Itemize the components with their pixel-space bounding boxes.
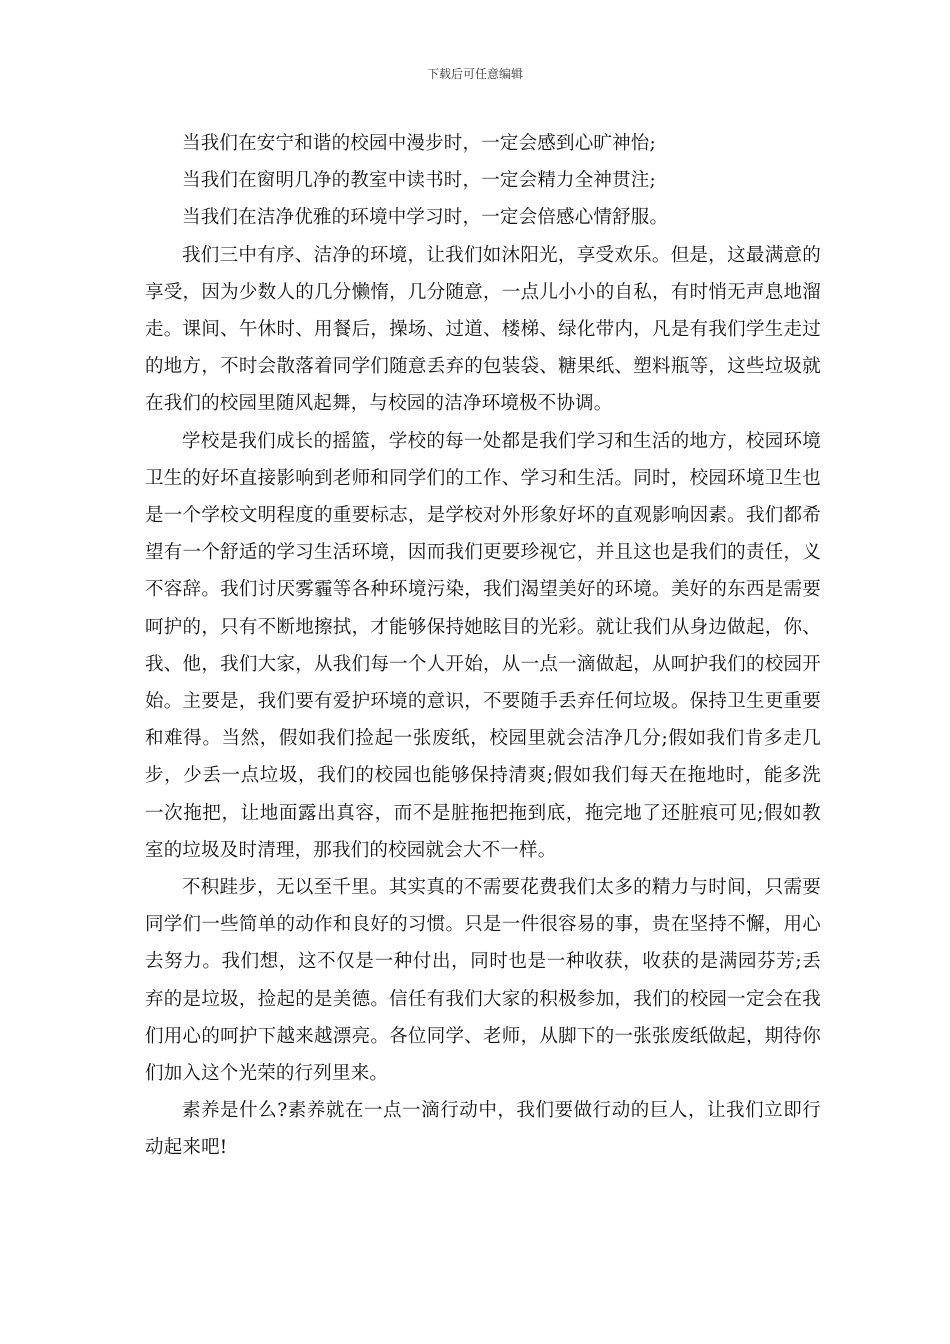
- page-header: 下载后可任意编辑: [426, 67, 523, 81]
- document-body: [145, 125, 821, 1167]
- paragraph-1: 当我们在安宁和谐的校园中漫步时，一定会感到心旷神怡;: [182, 133, 656, 154]
- paragraph-2: 当我们在窗明几净的教室中读书时，一定会精力全神贯注;: [182, 170, 656, 192]
- paragraph-4: 我们三中有序、洁净的环境，让我们如沐阳光，享受欢乐。但是，这最满意的享受，因为少数人的几分懒惰，几分随意，一点儿小小的自私，有时悄无声息地溜走。课间、午休时、用餐后，操场、过道、楼梯、绿化带内，凡是有我们学生走过的地方，不时会散落着同学们随意丢弃的包装袋、糖果纸、塑料瓶等，这些垃圾就在我们的校园里随风起舞，与校园的洁净环境极不协调。: [145, 244, 821, 415]
- paragraph-7: 素养是什么?素养就在一点一滴行动中，我们要做行动的巨人，让我们立即行动起来吧!: [145, 1100, 821, 1159]
- paragraph-3: 当我们在洁净优雅的环境中学习时，一定会倍感心情舒服。: [182, 207, 669, 229]
- paragraph-6: 不积跬步，无以至千里。其实真的不需要花费我们太多的精力与时间，只需要同学们一些简单的动作和良好的习惯。只是一件很容易的事，贵在坚持不懈，用心去努力。我们想，这不仅是一种付出，同时也是一种收获，收获的是满园芬芳;丢弃的是垃圾，捡起的是美德。信任有我们大家的积极参加，我们的校园一定会在我们用心的呵护下越来越漂亮。各位同学、老师，从脚下的一张张废纸做起，期待你们加入这个光荣的行列里来。: [145, 877, 821, 1085]
- paragraph-5: 学校是我们成长的摇篮，学校的每一处都是我们学习和生活的地方，校园环境卫生的好坏直接影响到老师和同学们的工作、学习和生活。同时，校园环境卫生也是一个学校文明程度的重要标志，是学校对外形象好坏的直观影响因素。我们都希望有一个舒适的学习生活环境，因而我们更要珍视它，并且这也是我们的责任，义不容辞。我们讨厌雾霾等各种环境污染，我们渴望美好的环境。美好的东西是需要呵护的，只有不断地擦拭，才能够保持她眩目的光彩。就让我们从身边做起，你、我、他，我们大家，从我们每一个人开始，从一点一滴做起，从呵护我们的校园开始。主要是，我们要有爱护环境的意识，不要随手丢弃任何垃圾。保持卫生更重要和难得。当然，假如我们捡起一张废纸，校园里就会洁净几分;假如我们肯多走几步，少丢一点垃圾，我们的校园也能够保持清爽;假如我们每天在拖地时，能多洗一次拖把，让地面露出真容，而不是脏拖把拖到底，拖完地了还脏痕可见;假如教室的垃圾及时清理，那我们的校园就会大不一样。: [145, 430, 821, 861]
